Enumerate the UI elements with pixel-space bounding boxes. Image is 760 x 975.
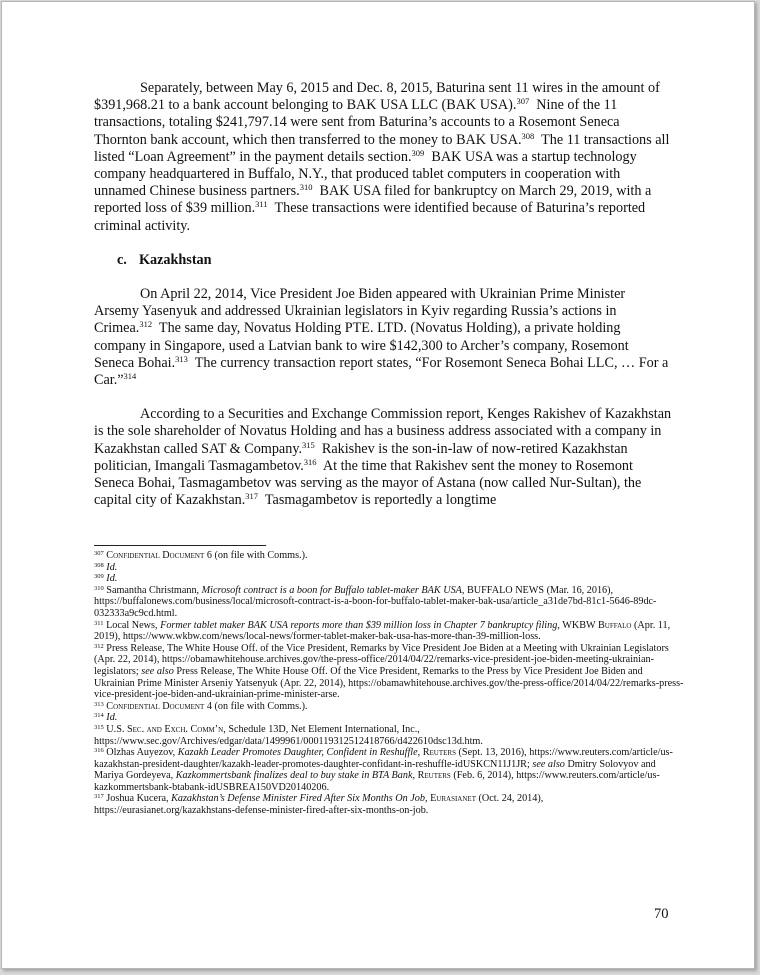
footnote-separator: [94, 545, 266, 546]
footnote-312: $^{312}$ Press Release, The White House Off. of the Vice President, Remarks by Vice President Joe Biden at a Meeting with Ukrainian Legislators (Apr. 22, 2014), https://obamawhitehouse.archives.gov/the-press-office/2014/04/22/remarks-vice-president-joe-biden-meeting-ukrainian-legislators; see also Press Release, The White House Off. Of the Vice President, Remarks to the Press by Vice President Joe Biden and Ukrainian Prime Minister Arseniy Yatsenyuk (Apr. 22, 2014), https://obamawhitehouse.archives.gov/the-press-office/2014/04/22/remarks-press-vice-president-joe-biden-and-ukrainian-prime-minister-arse.: [94, 642, 684, 701]
section-heading-kazakhstan: [94, 252, 672, 269]
footnote-ref-307[interactable]: 307: [516, 96, 530, 107]
footnote-315: $^{315}$ U.S. Sec. and Exch. Comm’n, Schedule 13D, Net Element International, Inc., https://www.sec.gov/Archives/edgar/data/1499961/000119312512418766/d422610dsc13d.htm.: [94, 723, 483, 747]
footnote-311: $^{311}$ Local News, Former tablet maker BAK USA reports more than $39 million loss in Chapter 7 bankruptcy filing, WKBW Buffalo (Apr. 11, 2019), https://www.wkbw.com/news/local-news/former-tablet-maker-bak-usa-has-more-than-39-million-loss.: [94, 619, 671, 643]
footnote-ref-314[interactable]: 314: [123, 371, 137, 382]
section-title: Kazakhstan: [139, 251, 212, 268]
page-number: 70: [654, 906, 669, 922]
footnote-ref-308[interactable]: 308: [521, 130, 535, 141]
footnote-313: $^{313}$ Confidential Document 4 (on file with Comms.).: [94, 700, 308, 712]
footnote-310: $^{310}$ Samantha Christmann, Microsoft contract is a boon for Buffalo tablet-maker BAK USA, BUFFALO NEWS (Mar. 16, 2016), https://buffalonews.com/business/local/microsoft-contract-is-a-boon-for-buffalo-tablet-maker-bak-usa/article_a31de7bd-81c1-5646-89dc-032333a9c9cd.html.: [94, 584, 657, 619]
section-letter: c.: [117, 251, 127, 268]
footnote-ref-309[interactable]: 309: [411, 147, 425, 158]
footnote-ref-315[interactable]: 315: [302, 439, 315, 450]
footnote-309: $^{309}$ Id.: [94, 573, 118, 585]
paragraph-rakishev: According to a Securities and Exchange Commission report, Kenges Rakishev of Kazakhstan is the sole shareholder of Novatus Holding and has a business address associated with a company in Kazakhstan called SAT & Company.$^{315}$ Rakishev is the son-in-law of now-retired Kazakhstan politician, Imangali Tasmagambetov.$^{316}$ At the time that Rakishev sent the money to Rosemont Seneca Bohai, Tasmagambetov was serving as the mayor of Astana (now called Nur-Sultan), the capital city of Kazakhstan.$^{317}$ Tasmagambetov is reportedly a longtime: [94, 406, 672, 509]
footnote-316: $^{316}$ Olzhas Auyezov, Kazakh Leader Promotes Daughter, Confident in Reshuffle, Reuters (Sept. 13, 2016), https://www.reuters.com/article/us-kazakhstan-president-daughter/kazakh-leader-promotes-daughter-confidant-in-reshuffle-idUSKCN11J1JR; see also Dmitry Solovyov and Mariya Gordeyeva, Kazkommertsbank finalizes deal to buy stake in BTA Bank, Reuters (Feb. 6, 2014), https://www.reuters.com/article/us-kazkommertsbank-btabank-idUSBREA150VD20140206.: [94, 747, 673, 793]
footnote-314: $^{314}$ Id.: [94, 712, 118, 724]
body-text: [94, 80, 672, 509]
footnote-308: $^{308}$ Id.: [94, 561, 118, 573]
footnotes: [94, 550, 684, 817]
paragraph-biden-kyiv: On April 22, 2014, Vice President Joe Biden appeared with Ukrainian Prime Minister Arsemy Yasenyuk and addressed Ukrainian legislators in Kyiv regarding Russia’s actions in Crimea.$^{312}$ The same day, Novatus Holding PTE. LTD. (Novatus Holding), a private holding company in Singapore, used a Latvian bank to wire $142,300 to Archer’s company, Rosemont Seneca Bohai.$^{313}$ The currency transaction report states, “For Rosemont Seneca Bohai LLC, … For a Car.”$^{314}$: [94, 286, 669, 389]
footnote-ref-316[interactable]: 316: [303, 456, 317, 467]
paragraph-baturina-wires: Separately, between May 6, 2015 and Dec. 8, 2015, Baturina sent 11 wires in the amount of $391,968.21 to a bank account belonging to BAK USA LLC (BAK USA).$^{307}$ Nine of the 11 transactions, totaling $241,797.14 were sent from Baturina’s accounts to a Rosemont Seneca Thornton bank account, which then transferred to the money to BAK USA.$^{308}$ The 11 transactions all listed “Loan Agreement” in the payment details section.$^{309}$ BAK USA was a startup technology company headquartered in Buffalo, N.Y., that produced tablet computers in cooperation with unnamed Chinese business partners.$^{310}$ BAK USA filed for bankruptcy on March 29, 2019, with a reported loss of $39 million.$^{311}$ These transactions were identified because of Baturina’s reported criminal activity.: [94, 80, 670, 234]
footnote-307: $^{307}$ Confidential Document 6 (on file with Comms.).: [94, 550, 308, 561]
footnote-ref-310[interactable]: 310: [299, 182, 313, 193]
footnote-ref-313[interactable]: 313: [175, 353, 188, 364]
footnote-ref-312[interactable]: 312: [139, 319, 153, 330]
footnote-317: $^{317}$ Joshua Kucera, Kazakhstan’s Defense Minister Fired After Six Months On Job, Eurasianet (Oct. 24, 2014), https://eurasianet.org/kazakhstans-defense-minister-fired-after-six-months-on-job.: [94, 793, 544, 817]
document-page: [1, 1, 755, 969]
footnote-ref-317[interactable]: 317: [245, 491, 259, 502]
footnote-ref-311[interactable]: 311: [255, 199, 268, 210]
